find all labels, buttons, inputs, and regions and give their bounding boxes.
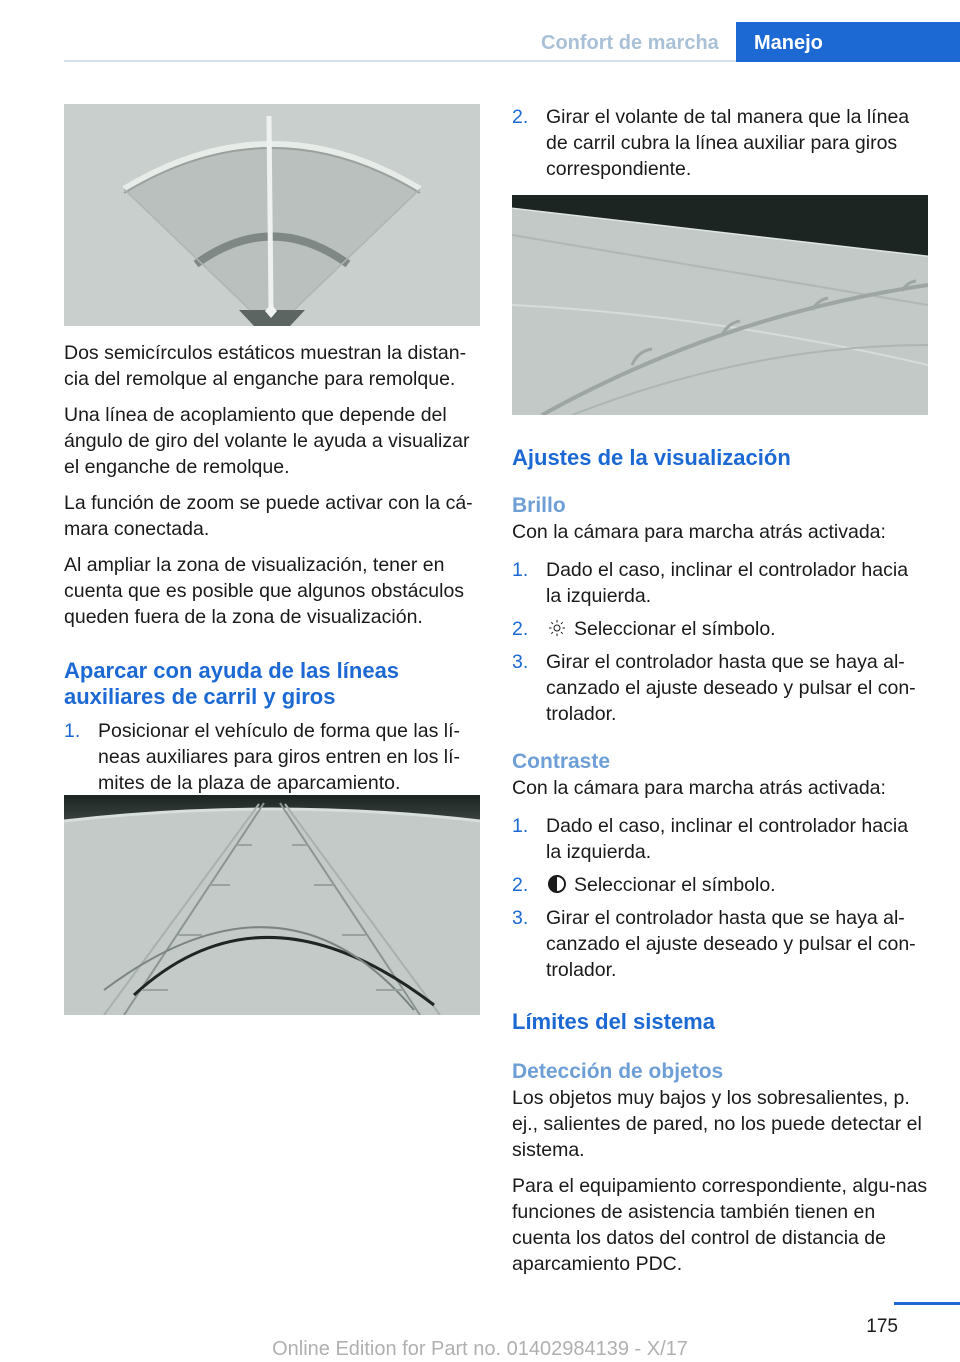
turning-guide-svg — [512, 195, 928, 415]
paragraph: Para el equipamiento correspondiente, algu‐nas funciones de asistencia también tienen en cuenta los datos del control de distancia de aparcamiento PDC. — [512, 1175, 928, 1275]
right-top-block — [512, 104, 928, 189]
steps-list — [512, 557, 928, 727]
step-number: 2. — [512, 618, 529, 640]
lane-lines-figure — [64, 795, 480, 1015]
left-text-block — [64, 340, 480, 803]
steps-list — [512, 813, 928, 983]
paragraph: Con la cámara para marcha atrás activada: — [512, 521, 886, 543]
step-number: 3. — [512, 907, 529, 929]
list-item — [512, 616, 928, 642]
step-number: 3. — [512, 651, 529, 673]
step-number: 1. — [64, 720, 81, 742]
trailer-hitch-svg — [64, 104, 480, 326]
step-number: 2. — [512, 874, 529, 896]
contrast-icon — [546, 872, 568, 898]
step-text: Seleccionar el símbolo. — [574, 618, 776, 640]
turning-guide-figure — [512, 195, 928, 415]
step-text: Girar el controlador hasta que se haya al‐canzado el ajuste deseado y pulsar el con‐trolador. — [546, 651, 916, 725]
page-number: 175 — [866, 1316, 898, 1337]
subsection-heading: Detección de objetos — [512, 1060, 724, 1083]
chapter-tab: Manejo — [736, 22, 960, 62]
paragraph: Dos semicírculos estáticos muestran la distan‐cia del remolque al enganche para remolque. — [64, 342, 467, 390]
list-item — [512, 104, 928, 182]
trailer-hitch-figure — [64, 104, 480, 326]
section-heading: Aparcar con ayuda de las líneas auxiliares de carril y giros — [64, 658, 400, 709]
right-text-block — [512, 445, 928, 1287]
list-item — [512, 872, 928, 898]
section-title: Confort de marcha — [541, 32, 719, 54]
footer-accent-bar — [894, 1302, 960, 1305]
subsection-heading: Contraste — [512, 750, 611, 773]
steps-list — [512, 104, 928, 182]
sun-icon — [546, 616, 568, 642]
paragraph: La función de zoom se puede activar con la cá‐mara conectada. — [64, 492, 473, 540]
paragraph: Al ampliar la zona de visualización, tener en cuenta que es posible que algunos obstáculos queden fuera de la zona de visualización. — [64, 554, 465, 628]
edition-footer: Online Edition for Part no. 01402984139 - X/17 — [272, 1338, 688, 1360]
step-number: 1. — [512, 559, 529, 581]
step-text: Girar el controlador hasta que se haya al‐canzado el ajuste deseado y pulsar el con‐trolador. — [546, 907, 916, 981]
step-text: Dado el caso, inclinar el controlador hacia la izquierda. — [546, 559, 909, 607]
step-number: 1. — [512, 815, 529, 837]
subsection-heading: Brillo — [512, 494, 566, 517]
step-text: Dado el caso, inclinar el controlador hacia la izquierda. — [546, 815, 909, 863]
paragraph: Con la cámara para marcha atrás activada: — [512, 777, 886, 799]
lane-lines-svg — [64, 795, 480, 1015]
list-item — [512, 813, 928, 865]
paragraph: Una línea de acoplamiento que depende del ángulo de giro del volante le ayuda a visualizar el enganche de remolque. — [64, 404, 470, 478]
step-number: 2. — [512, 106, 529, 128]
step-text: Posicionar el vehículo de forma que las lí‐neas auxiliares para giros entren en los lí‐mites de la plaza de aparcamiento. — [98, 720, 461, 794]
list-item — [64, 718, 480, 796]
step-text: Seleccionar el símbolo. — [574, 874, 776, 896]
paragraph: Los objetos muy bajos y los sobresalientes, p. ej., salientes de pared, no los puede detectar el sistema. — [512, 1087, 922, 1161]
list-item — [512, 557, 928, 609]
list-item — [512, 649, 928, 727]
steps-list — [64, 718, 480, 796]
section-heading: Ajustes de la visualización — [512, 445, 791, 470]
step-text: Girar el volante de tal manera que la línea de carril cubra la línea auxiliar para giros correspondiente. — [546, 106, 910, 180]
list-item — [512, 905, 928, 983]
section-heading: Límites del sistema — [512, 1009, 715, 1034]
